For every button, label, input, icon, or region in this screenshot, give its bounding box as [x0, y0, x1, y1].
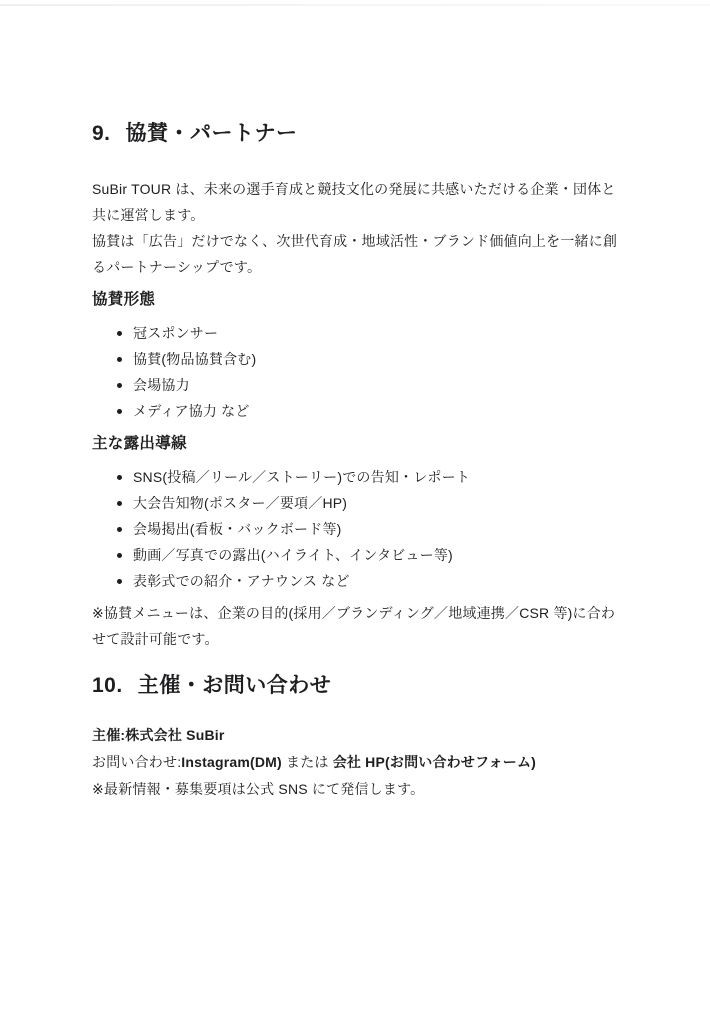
exposure-list	[92, 464, 622, 594]
latest-info-note: ※最新情報・募集要項は公式 SNS にて発信します。	[92, 781, 425, 797]
contact-method-hp: 会社 HP(お問い合わせフォーム)	[332, 754, 537, 770]
list-item	[92, 346, 622, 372]
contact-method-instagram: Instagram(DM)	[181, 754, 282, 770]
sponsor-types-heading: 協賛形態	[92, 291, 156, 308]
list-item-text: 冠スポンサー	[133, 325, 219, 341]
list-item-text: 協賛(物品協賛含む)	[133, 351, 257, 367]
list-item	[92, 490, 622, 516]
section-10-title: 主催・お問い合わせ	[137, 674, 332, 697]
section-10-number: 10.	[92, 674, 123, 697]
list-item-text: 動画／写真での露出(ハイライト、インタビュー等)	[133, 547, 453, 563]
list-item-text: 会場掲出(看板・バックボード等)	[133, 521, 342, 537]
list-item	[92, 372, 622, 398]
list-item	[92, 320, 622, 346]
list-item	[92, 542, 622, 568]
list-item-text: メディア協力 など	[133, 403, 250, 419]
intro-line-1: SuBir TOUR は、未来の選手育成と競技文化の発展に共感いただける企業・団体と共に運営します。	[92, 181, 616, 223]
list-item-text: 会場協力	[133, 377, 190, 393]
contact-block	[92, 722, 622, 803]
section-10-heading	[92, 670, 622, 702]
section-9-number: 9.	[92, 122, 111, 145]
contact-label: お問い合わせ:	[92, 754, 182, 770]
list-item	[92, 398, 622, 424]
intro-line-2: 協賛は「広告」だけでなく、次世代育成・地域活性・ブランド価値向上を一緒に創るパートナーシップです。	[92, 233, 618, 275]
list-item-text: SNS(投稿／リール／ストーリー)での告知・レポート	[133, 469, 471, 485]
organizer-line: 主催:株式会社 SuBir	[92, 727, 225, 743]
sponsor-types-list	[92, 320, 622, 424]
list-item	[92, 464, 622, 490]
section-9-title: 協賛・パートナー	[125, 122, 298, 145]
list-item	[92, 568, 622, 594]
list-item-text: 表彰式での紹介・アナウンス など	[133, 573, 350, 589]
list-item	[92, 516, 622, 542]
section-9-intro	[92, 176, 622, 280]
section-9-heading	[92, 118, 622, 150]
exposure-heading: 主な露出導線	[92, 435, 187, 452]
sponsor-menu-note: ※協賛メニューは、企業の目的(採用／ブランディング／地域連携／CSR 等)に合わせて設計可能です。	[92, 605, 616, 647]
contact-connector: または	[281, 754, 333, 770]
contact-line	[92, 749, 622, 776]
list-item-text: 大会告知物(ポスター／要項／HP)	[133, 495, 348, 511]
